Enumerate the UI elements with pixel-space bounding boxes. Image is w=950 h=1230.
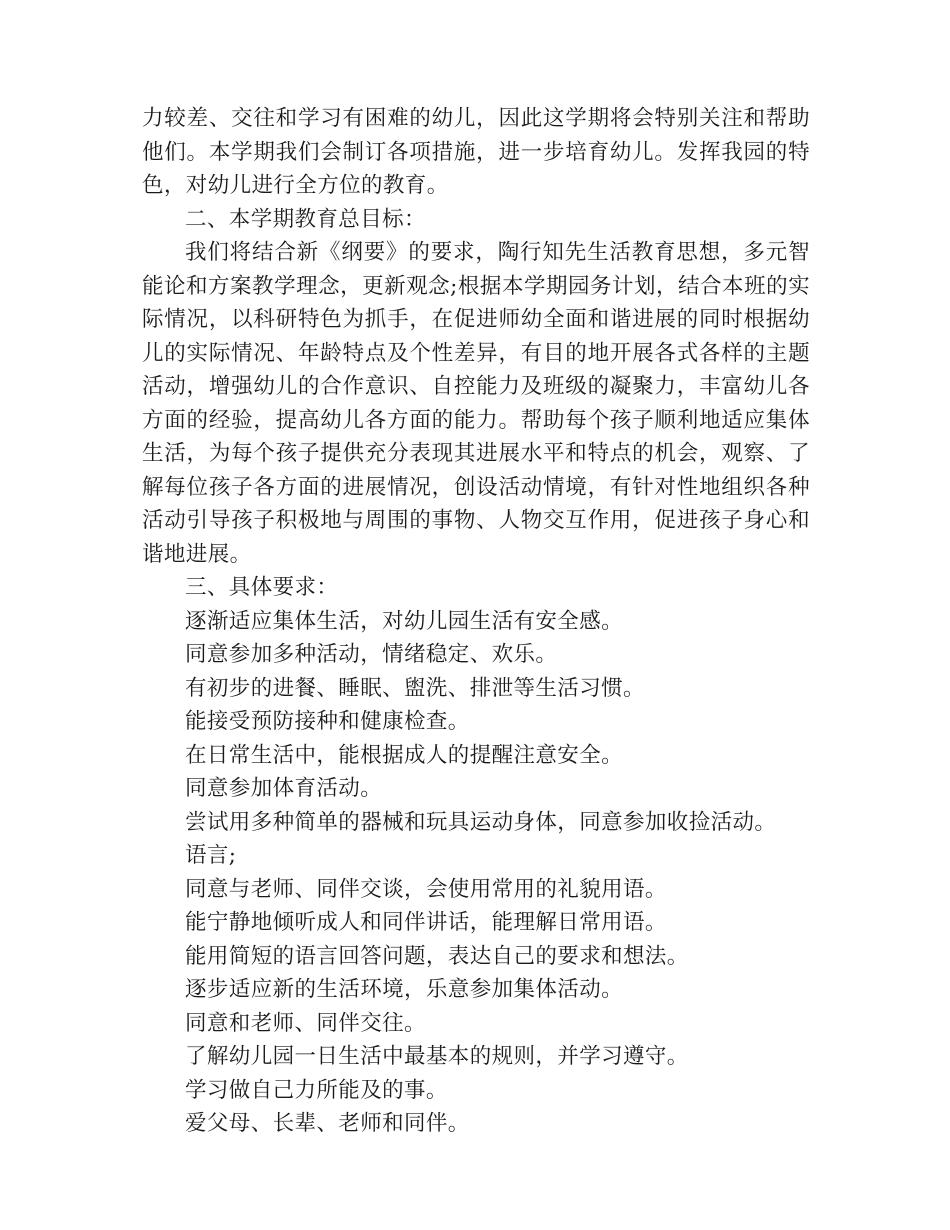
requirement-item: 逐渐适应集体生活，对幼儿园生活有安全感。 [185, 608, 624, 634]
requirement-item: 同意参加体育活动。 [185, 776, 383, 801]
requirement-item: 学习做自己力所能及的事。 [185, 1077, 448, 1103]
requirement-item: 了解幼儿园一日生活中最基本的规则，并学习遵守。 [185, 1044, 689, 1069]
requirement-item: 在日常生活中，能根据成人的提醒注意安全。 [185, 742, 624, 768]
requirement-item: 尝试用多种简单的器械和玩具运动身体，同意参加收捡活动。 [185, 809, 777, 835]
requirement-item: 同意与老师、同伴交谈，会使用常用的礼貌用语。 [185, 876, 667, 902]
requirement-item: 同意参加多种活动，情绪稳定、欢乐。 [185, 642, 558, 667]
requirement-item: 逐步适应新的生活环境，乐意参加集体活动。 [185, 977, 624, 1002]
requirement-item: 爱父母、长辈、老师和同伴。 [185, 1111, 470, 1136]
requirement-item: 同意和老师、同伴交往。 [185, 1010, 426, 1036]
section-heading-specific-requirements: 三、具体要求： [185, 575, 339, 600]
requirement-item: 能宁静地倾听成人和同伴讲话，能理解日常用语。 [185, 910, 667, 935]
requirement-item: 能接受预防接种和健康检查。 [185, 709, 470, 734]
requirement-item: 有初步的进餐、睡眠、盥洗、排泄等生活习惯。 [185, 675, 645, 701]
subsection-heading-language: 语言; [185, 843, 237, 868]
section-heading-overall-goals: 二、本学期教育总目标： [185, 206, 426, 232]
paragraph-intro-continued: 力较差、交往和学习有困难的幼儿，因此这学期将会特别关注和帮助他们。本学期我们会制订各项措施，进一步培育幼儿。发挥我园的特色，对幼儿进行全方位的教育。 [142, 106, 810, 198]
paragraph-overall-goals: 我们将结合新《纲要》的要求，陶行知先生活教育思想，多元智能论和方案教学理念，更新观念;根据本学期园务计划，结合本班的实际情况，以科研特色为抓手，在促进师幼全面和谐进展的同时根据幼儿的实际情况、年龄特点及个性差异，有目的地开展各式各样的主题活动，增强幼儿的合作意识、自控能力及班级的凝聚力，丰富幼儿各方面的经验，提高幼儿各方面的能力。帮助每个孩子顺利地适应集体生活，为每个孩子提供充分表现其进展水平和特点的机会，观察、了解每位孩子各方面的进展情况，创设活动情境，有针对性地组织各种活动引导孩子积极地与周围的事物、人物交互作用，促进孩子身心和谐地进展。 [142, 240, 810, 567]
document-body [142, 102, 810, 1141]
requirement-item: 能用简短的语言回答问题，表达自己的要求和想法。 [185, 943, 689, 969]
